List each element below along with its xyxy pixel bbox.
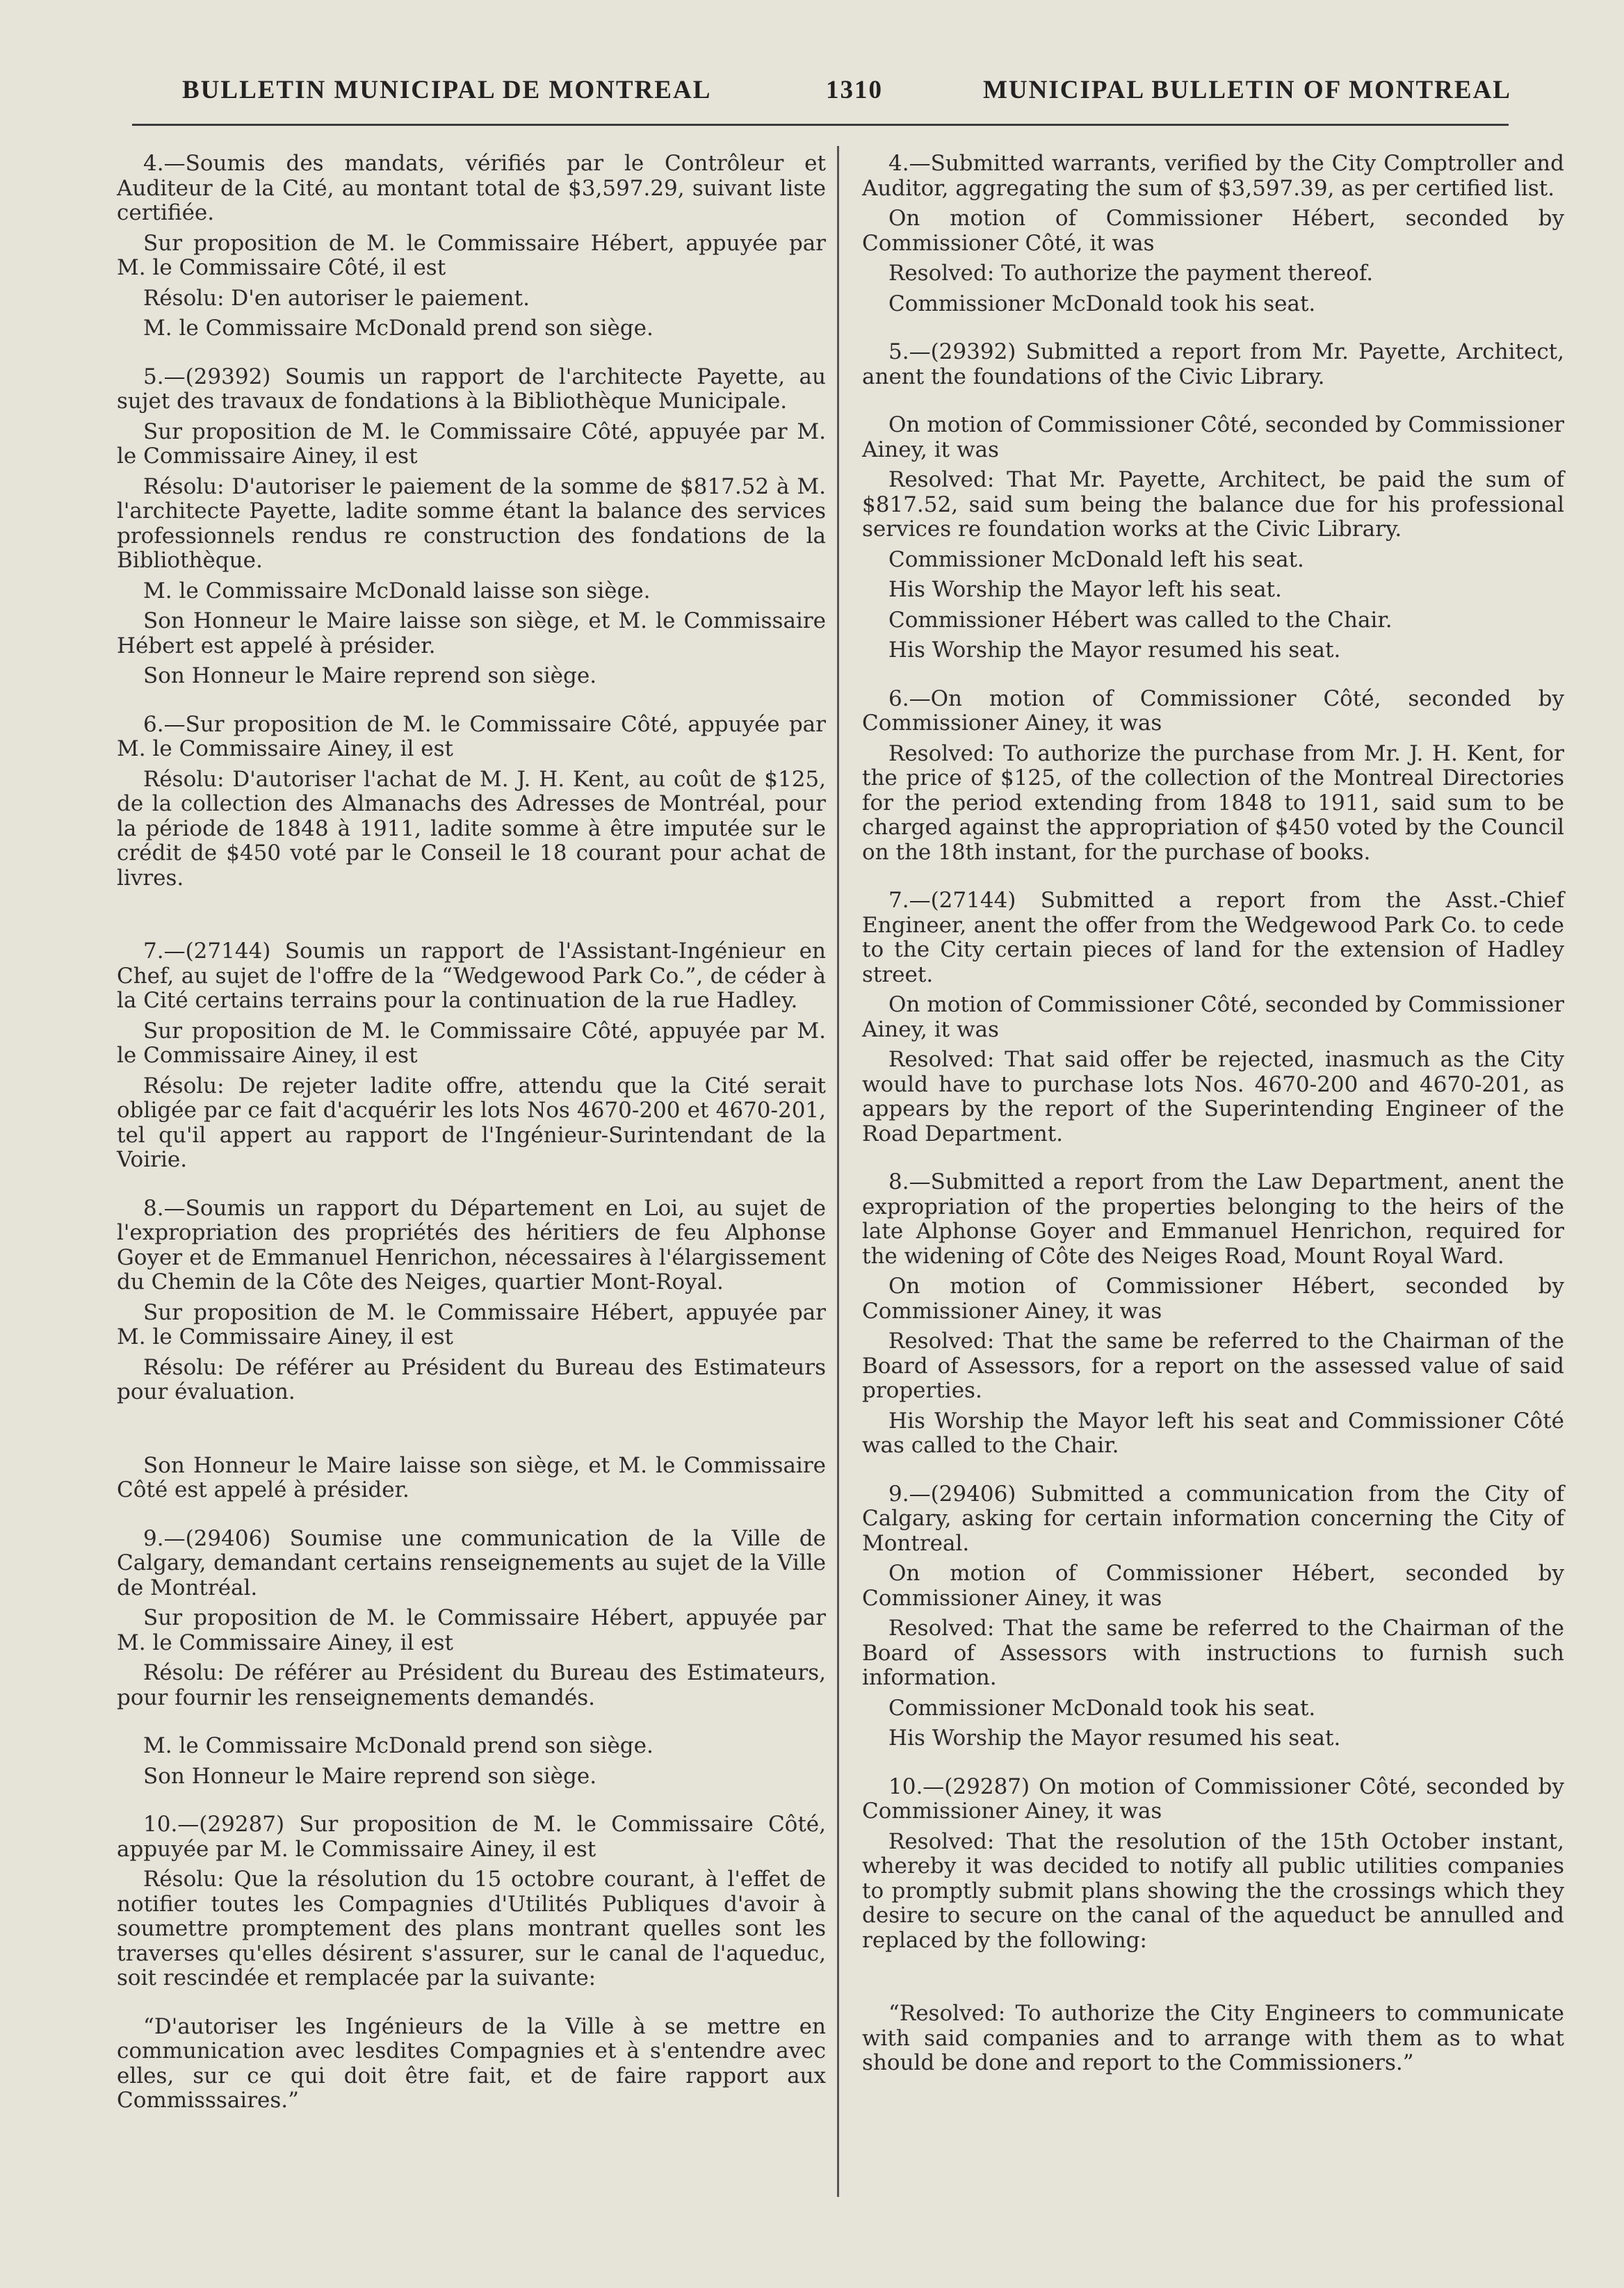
paragraph: Commissioner McDonald left his seat. [888,546,1304,572]
paragraph: “Resolved: To authorize the City Engineers to communicate with said companies and to arrange with them as to what should be done and report to the Commissioners.” [862,2001,1564,2075]
paragraph: 6.—On motion of Commissioner Côté, seconded by Commissioner Ainey, it was [862,685,1564,736]
paragraph: Résolu: D'autoriser l'achat de M. J. H. Kent, au coût de $125, de la collection des Almanachs des Adresses de Montréal, pour la période de 1848 à 1911, ladite somme à être imputée sur le crédit de $450 voté par le Conseil le 18 courant pour achat de livres. [117,766,826,891]
paragraph: M. le Commissaire McDonald prend son siège. [143,1733,653,1758]
paragraph: 8.—Soumis un rapport du Département en Loi, au sujet de l'expropriation des propriétés des héritiers de feu Alphonse Goyer et de Emmanuel Henrichon, nécessaires à l'élargissement du Chemin de la Côte des Neiges, quartier Mont-Royal. [117,1195,826,1295]
paragraph: 4.—Soumis des mandats, vérifiés par le Contrôleur et Auditeur de la Cité, au montant total de $3,597.29, suivant liste certifiée. [117,151,826,225]
paragraph: Resolved: To authorize the purchase from Mr. J. H. Kent, for the price of $125, of the collection of the Montreal Directories for the period extending from 1848 to 1911, said sum to be charged against the appropriation of $450 voted by the Council on the 18th instant, for the purchase of books. [862,740,1564,865]
paragraph: “D'autoriser les Ingénieurs de la Ville à se mettre en communication avec lesdites Compagnies et à s'entendre avec elles, sur ce qui doit être fait, et de faire rapport aux Commisssaires.” [117,2013,826,2113]
paragraph: 5.—(29392) Soumis un rapport de l'architecte Payette, au sujet des travaux de fondations à la Bibliothèque Municipale. [117,364,826,414]
paragraph: Résolu: D'autoriser le paiement de la somme de $817.52 à M. l'architecte Payette, ladite somme étant la balance des services professionnels rendus re construction des fondations de la Bibliothèque. [117,473,826,573]
column-divider [837,146,839,2197]
page-number: 1310 [826,76,883,104]
paragraph: Resolved: That said offer be rejected, inasmuch as the City would have to purchase lots Nos. 4670-200 and 4670-201, as appears by the report of the Superintending Engineer of the Road Department. [862,1047,1564,1146]
paragraph: 6.—Sur proposition de M. le Commissaire Côté, appuyée par M. le Commissaire Ainey, il est [117,711,826,761]
paragraph: Résolu: De rejeter ladite offre, attendu que la Cité serait obligée par ce fait d'acquérir les lots Nos 4670-200 et 4670-201, tel qu'il appert au rapport de l'Ingénieur-Surintendant de la Voirie. [117,1073,826,1172]
paragraph: 10.—(29287) On motion of Commissioner Côté, seconded by Commissioner Ainey, it was [862,1774,1564,1824]
paragraph: Sur proposition de M. le Commissaire Côté, appuyée par M. le Commissaire Ainey, il est [117,1018,826,1068]
header-rule [132,124,1509,126]
paragraph: Resolved: That Mr. Payette, Architect, be paid the sum of $817.52, said sum being the balance due for his professional services re foundation works at the Civic Library. [862,467,1564,542]
paragraph: M. le Commissaire McDonald laisse son siège. [143,578,651,603]
paragraph: Son Honneur le Maire laisse son siège, et M. le Commissaire Côté est appelé à présider. [117,1452,826,1502]
paragraph: Sur proposition de M. le Commissaire Côté, appuyée par M. le Commissaire Ainey, il est [117,419,826,469]
paragraph: On motion of Commissioner Hébert, seconded by Commissioner Ainey, it was [862,1561,1564,1611]
french-column [117,152,826,2119]
paragraph: 8.—Submitted a report from the Law Department, anent the expropriation of the properties belonging to the heirs of the late Alphonse Goyer and Emmanuel Henrichon, required for the widening of Côte des Neiges Road, Mount Royal Ward. [862,1169,1564,1269]
paragraph: Résolu: Que la résolution du 15 octobre courant, à l'effet de notifier toutes les Compagnies d'Utilités Publiques d'avoir à soumettre promptement des plans montrant quelles sont les traverses qu'elles désirent s'assurer, sur le canal de l'aqueduc, soit rescindée et remplacée par la suivante: [117,1867,826,1990]
paragraph: 7.—(27144) Submitted a report from the Asst.-Chief Engineer, anent the offer from the Wedgewood Park Co. to cede to the City certain pieces of land for the extension of Hadley street. [862,888,1564,987]
paragraph: Resolved: That the resolution of the 15th October instant, whereby it was decided to notify all public utilities companies to promptly submit plans showing the the crossings which they desire to secure on the canal of the aqueduct be annulled and replaced by the following: [862,1828,1564,1953]
header-title-french: BULLETIN MUNICIPAL DE MONTREAL [182,76,712,104]
paragraph: 9.—(29406) Submitted a communication from the City of Calgary, asking for certain information concerning the City of Montreal. [862,1481,1564,1556]
paragraph: Son Honneur le Maire laisse son siège, et M. le Commissaire Hébert est appelé à présider. [117,608,826,658]
paragraph: Commissioner Hébert was called to the Chair. [888,607,1392,633]
paragraph: On motion of Commissioner Côté, seconded by Commissioner Ainey, it was [862,992,1564,1042]
paragraph: 7.—(27144) Soumis un rapport de l'Assistant-Ingénieur en Chef, au sujet de l'offre de la “Wedgewood Park Co.”, de céder à la Cité certains terrains pour la continuation de la rue Hadley. [117,939,826,1013]
paragraph: Resolved: That the same be referred to the Chairman of the Board of Assessors with instructions to furnish such information. [862,1616,1564,1690]
paragraph: On motion of Commissioner Hébert, seconded by Commissioner Ainey, it was [862,1274,1564,1324]
paragraph: Résolu: D'en autoriser le paiement. [143,285,530,311]
english-column [862,152,1564,2082]
paragraph: 4.—Submitted warrants, verified by the City Comptroller and Auditor, aggregating the sum of $3,597.39, as per certified list. [862,151,1564,201]
paragraph: Résolu: De référer au Président du Bureau des Estimateurs, pour fournir les renseignements demandés. [117,1660,826,1710]
paragraph: His Worship the Mayor resumed his seat. [888,1726,1341,1751]
paragraph: Son Honneur le Maire reprend son siège. [143,663,597,688]
paragraph: Sur proposition de M. le Commissaire Hébert, appuyée par M. le Commissaire Ainey, il est [117,1299,826,1349]
paragraph: Resolved: That the same be referred to the Chairman of the Board of Assessors, for a report on the assessed value of said properties. [862,1329,1564,1403]
paragraph: 9.—(29406) Soumise une communication de la Ville de Calgary, demandant certains renseignements au sujet de la Ville de Montréal. [117,1525,826,1600]
paragraph: Sur proposition de M. le Commissaire Hébert, appuyée par M. le Commissaire Ainey, il est [117,1605,826,1655]
paragraph: His Worship the Mayor left his seat and Commissioner Côté was called to the Chair. [862,1408,1564,1458]
paragraph: On motion of Commissioner Hébert, seconded by Commissioner Côté, it was [862,206,1564,256]
paragraph: M. le Commissaire McDonald prend son siège. [143,316,653,341]
page-header [0,70,1624,111]
paragraph: Son Honneur le Maire reprend son siège. [143,1763,597,1789]
paragraph: 10.—(29287) Sur proposition de M. le Commissaire Côté, appuyée par M. le Commissaire Ainey, il est [117,1812,826,1862]
header-title-english: MUNICIPAL BULLETIN OF MONTREAL [983,76,1511,104]
paragraph: Sur proposition de M. le Commissaire Hébert, appuyée par M. le Commissaire Côté, il est [117,230,826,280]
paragraph: His Worship the Mayor left his seat. [888,577,1282,602]
paragraph: On motion of Commissioner Côté, seconded by Commissioner Ainey, it was [862,412,1564,462]
paragraph: Commissioner McDonald took his seat. [888,291,1316,316]
paragraph: Résolu: De référer au Président du Bureau des Estimateurs pour évaluation. [117,1354,826,1404]
paragraph: His Worship the Mayor resumed his seat. [888,638,1341,663]
paragraph: Resolved: To authorize the payment thereof. [888,261,1374,286]
paragraph: Commissioner McDonald took his seat. [888,1695,1316,1721]
paragraph: 5.—(29392) Submitted a report from Mr. Payette, Architect, anent the foundations of the Civic Library. [862,339,1564,389]
